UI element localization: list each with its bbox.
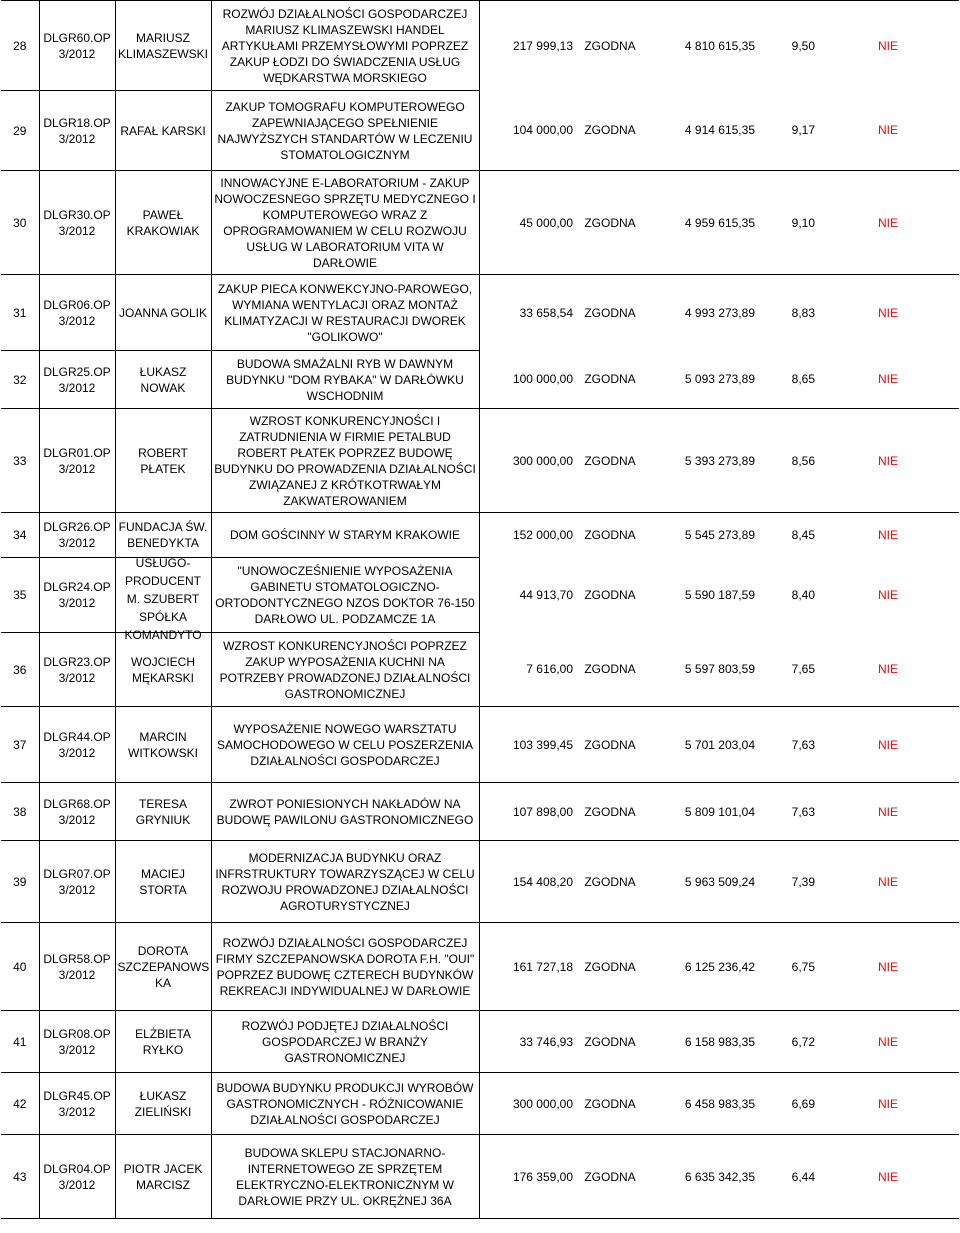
applicant-name: ŁUKASZ NOWAK bbox=[115, 351, 211, 409]
amount: 154 408,20 bbox=[479, 841, 575, 923]
applicant-name: MARCIN WITKOWSKI bbox=[115, 707, 211, 783]
application-ref: DLGR01.OP 3/2012 bbox=[39, 409, 115, 513]
row-number: 38 bbox=[1, 783, 39, 841]
cumulative-amount: 5 963 509,24 bbox=[645, 841, 757, 923]
status: ZGODNA bbox=[575, 783, 645, 841]
cumulative-amount: 6 158 983,35 bbox=[645, 1011, 757, 1073]
row-number: 37 bbox=[1, 707, 39, 783]
table-body bbox=[1, 1, 959, 1219]
project-title: BUDOWA SMAŻALNI RYB W DAWNYM BUDYNKU "DOM RYBAKA" W DARŁÓWKU WSCHODNIM bbox=[211, 351, 479, 409]
amount: 45 000,00 bbox=[479, 171, 575, 275]
application-ref: DLGR44.OP 3/2012 bbox=[39, 707, 115, 783]
application-ref: DLGR68.OP 3/2012 bbox=[39, 783, 115, 841]
points: 8,45 bbox=[791, 528, 815, 543]
table-row bbox=[1, 513, 959, 558]
points: 7,63 bbox=[757, 783, 817, 841]
applicant-name: PIOTR JACEK MARCISZ bbox=[115, 1135, 211, 1219]
table-row bbox=[1, 351, 959, 409]
amount: 33 658,54 bbox=[519, 305, 573, 320]
project-title: BUDOWA SKLEPU STACJONARNO-INTERNETOWEGO ZE SPRZĘTEM ELEKTRYCZNO-ELEKTRONICZNYM W DARŁOWIE PRZY UL. OKRĘŻNEJ 36A bbox=[211, 1135, 479, 1219]
project-title: WZROST KONKURENCYJNOŚCI I ZATRUDNIENIA W FIRMIE PETALBUD ROBERT PŁATEK POPRZEZ BUDOWĘ BUDYNKU DO PROWADZENIA DZIAŁALNOŚCI ZWIĄZANEJ Z KRÓTKOTRWAŁYM ZAKWATEROWANIEM bbox=[211, 409, 479, 513]
table-row bbox=[1, 409, 959, 513]
cumulative-amount: 4 810 615,35 bbox=[645, 1, 757, 91]
cumulative-amount: 4 914 615,35 bbox=[645, 91, 757, 171]
application-ref: DLGR23.OP 3/2012 bbox=[39, 633, 115, 707]
project-title: WZROST KONKURENCYJNOŚCI POPRZEZ ZAKUP WYPOSAŻENIA KUCHNI NA POTRZEBY PROWADZONEJ DZIAŁALNOŚCI GASTRONOMICZNEJ bbox=[211, 633, 479, 707]
application-ref: DLGR08.OP 3/2012 bbox=[39, 1011, 115, 1073]
applicant-name: RAFAŁ KARSKI bbox=[115, 91, 211, 171]
status: ZGODNA bbox=[575, 91, 645, 171]
project-title: MODERNIZACJA BUDYNKU ORAZ INFRSTRUKTURY TOWARZYSZĄCEJ W CELU ROZWOJU PROWADZONEJ DZIAŁALNOŚCI AGROTURYSTYCZNEJ bbox=[211, 841, 479, 923]
status: ZGODNA bbox=[575, 1135, 645, 1219]
cumulative-amount: 6 458 983,35 bbox=[645, 1073, 757, 1135]
row-number: 29 bbox=[1, 91, 39, 171]
cumulative-amount: 5 393 273,89 bbox=[645, 409, 757, 513]
project-title: ZWROT PONIESIONYCH NAKŁADÓW NA BUDOWĘ PAWILONU GASTRONOMICZNEGO bbox=[211, 783, 479, 841]
points: 9,10 bbox=[757, 171, 817, 275]
applicant-name: JOANNA GOLIK bbox=[115, 275, 211, 351]
application-ref: DLGR60.OP 3/2012 bbox=[39, 1, 115, 91]
applicant-name: DOROTA SZCZEPANOWS KA bbox=[115, 923, 211, 1011]
points: 8,65 bbox=[757, 351, 817, 409]
status: ZGODNA bbox=[575, 409, 645, 513]
points: 7,65 bbox=[757, 633, 817, 707]
project-title: BUDOWA BUDYNKU PRODUKCJI WYROBÓW GASTRONOMICZNYCH - RÓŻNICOWANIE DZIAŁALNOŚCI GOSPODARCZEJ bbox=[211, 1073, 479, 1135]
table-row bbox=[1, 171, 959, 275]
row-number: 39 bbox=[1, 841, 39, 923]
status: ZGODNA bbox=[584, 528, 636, 543]
row-number: 34 bbox=[1, 513, 39, 558]
flag: NIE bbox=[817, 1073, 959, 1135]
row-number: 30 bbox=[1, 171, 39, 275]
applicant-name: FUNDACJA ŚW. BENEDYKTA bbox=[115, 513, 211, 558]
amount: 103 399,45 bbox=[479, 707, 575, 783]
points: 6,72 bbox=[757, 1011, 817, 1073]
status: ZGODNA bbox=[575, 1, 645, 91]
status: ZGODNA bbox=[575, 1011, 645, 1073]
flag: NIE bbox=[817, 923, 959, 1011]
status: ZGODNA bbox=[575, 923, 645, 1011]
flag: NIE bbox=[817, 171, 959, 275]
application-ref: DLGR30.OP 3/2012 bbox=[39, 171, 115, 275]
amount: 100 000,00 bbox=[479, 351, 575, 409]
application-ref: DLGR58.OP 3/2012 bbox=[39, 923, 115, 1011]
amount: 300 000,00 bbox=[479, 409, 575, 513]
row-number: 42 bbox=[1, 1073, 39, 1135]
table-row bbox=[1, 783, 959, 841]
points: 6,75 bbox=[757, 923, 817, 1011]
flag: NIE bbox=[817, 783, 959, 841]
cumulative-amount: 5 809 101,04 bbox=[645, 783, 757, 841]
row-number: 41 bbox=[1, 1011, 39, 1073]
status: ZGODNA bbox=[575, 707, 645, 783]
application-ref: DLGR45.OP 3/2012 bbox=[39, 1073, 115, 1135]
flag: NIE bbox=[817, 1, 959, 91]
points: 7,63 bbox=[757, 707, 817, 783]
table-row bbox=[1, 707, 959, 783]
flag: NIE bbox=[877, 528, 898, 543]
applicant-name bbox=[115, 555, 211, 642]
application-ref: DLGR25.OP 3/2012 bbox=[39, 351, 115, 409]
points: 9,17 bbox=[757, 91, 817, 171]
row-number: 40 bbox=[1, 923, 39, 1011]
applicant-name: ELŻBIETA RYŁKO bbox=[115, 1011, 211, 1073]
cumulative-amount: 5 597 803,59 bbox=[645, 633, 757, 707]
flag: NIE bbox=[817, 409, 959, 513]
applicant-name: ROBERT PŁATEK bbox=[115, 409, 211, 513]
points: 9,50 bbox=[757, 1, 817, 91]
amount: 217 999,13 bbox=[479, 1, 575, 91]
amount: 44 913,70 bbox=[519, 588, 573, 602]
cumulative-amount: 4 993 273,89 bbox=[684, 305, 755, 320]
project-title: INNOWACYJNE E-LABORATORIUM - ZAKUP NOWOCZESNEGO SPRZĘTU MEDYCZNEGO I KOMPUTEROWEGO WRAZ Z OPROGRAMOWANIEM W CELU ROZWOJU USŁUG W LABORATORIUM VITA W DARŁOWIE bbox=[211, 171, 479, 275]
points: 8,56 bbox=[757, 409, 817, 513]
cumulative-amount: 5 701 203,04 bbox=[645, 707, 757, 783]
table-row bbox=[1, 1, 959, 91]
amount: 161 727,18 bbox=[479, 923, 575, 1011]
status: ZGODNA bbox=[575, 841, 645, 923]
table-row bbox=[1, 275, 959, 351]
status: ZGODNA bbox=[575, 171, 645, 275]
cumulative-amount: 5 545 273,89 bbox=[684, 528, 755, 543]
application-ref: DLGR18.OP 3/2012 bbox=[39, 91, 115, 171]
applicant-name: TERESA GRYNIUK bbox=[115, 783, 211, 841]
flag: NIE bbox=[817, 707, 959, 783]
applicant-name: ŁUKASZ ZIELIŃSKI bbox=[115, 1073, 211, 1135]
table-row bbox=[1, 1073, 959, 1135]
table-row bbox=[1, 923, 959, 1011]
application-ref: DLGR26.OP 3/2012 bbox=[39, 513, 115, 558]
flag: NIE bbox=[877, 305, 898, 320]
row-number: 36 bbox=[1, 633, 39, 707]
amount: 176 359,00 bbox=[479, 1135, 575, 1219]
points: 6,69 bbox=[757, 1073, 817, 1135]
status: ZGODNA bbox=[584, 305, 636, 320]
project-title: ZAKUP PIECA KONWEKCYJNO-PAROWEGO, WYMIANA WENTYLACJI ORAZ MONTAŻ KLIMATYZACJI W RESTAURACJI DWOREK "GOLIKOWO" bbox=[211, 275, 479, 351]
cumulative-amount: 6 125 236,42 bbox=[645, 923, 757, 1011]
status: ZGODNA bbox=[575, 351, 645, 409]
applicant-name: MACIEJ STORTA bbox=[115, 841, 211, 923]
amount: 152 000,00 bbox=[512, 528, 573, 543]
amount: 7 616,00 bbox=[479, 633, 575, 707]
status: ZGODNA bbox=[575, 633, 645, 707]
amount: 104 000,00 bbox=[479, 91, 575, 171]
application-ref: DLGR24.OP 3/2012 bbox=[39, 558, 115, 633]
cumulative-amount: 4 959 615,35 bbox=[645, 171, 757, 275]
table-row bbox=[1, 91, 959, 171]
row-number: 31 bbox=[1, 275, 39, 351]
flag: NIE bbox=[817, 841, 959, 923]
row-number: 32 bbox=[1, 351, 39, 409]
amount: 107 898,00 bbox=[479, 783, 575, 841]
flag: NIE bbox=[817, 91, 959, 171]
project-title: DOM GOŚCINNY W STARYM KRAKOWIE bbox=[211, 513, 479, 558]
row-number: 28 bbox=[1, 1, 39, 91]
table-row bbox=[1, 633, 959, 707]
flag: NIE bbox=[817, 633, 959, 707]
application-ref: DLGR07.OP 3/2012 bbox=[39, 841, 115, 923]
project-title: ROZWÓJ DZIAŁALNOŚCI GOSPODARCZEJ MARIUSZ KLIMASZEWSKI HANDEL ARTYKUŁAMI PRZEMYSŁOWYMI POPRZEZ ZAKUP ŁODZI DO ŚWIADCZENIA USŁUG WĘDKARSTWA MORSKIEGO bbox=[211, 1, 479, 91]
row-number: 35 bbox=[1, 558, 39, 633]
points: 8,40 bbox=[791, 588, 815, 602]
flag: NIE bbox=[817, 1135, 959, 1219]
table-row bbox=[1, 558, 959, 633]
row-number: 43 bbox=[1, 1135, 39, 1219]
amount: 33 746,93 bbox=[479, 1011, 575, 1073]
table-row bbox=[1, 841, 959, 923]
flag: NIE bbox=[817, 351, 959, 409]
applicant-name: MARIUSZ KLIMASZEWSKI bbox=[115, 1, 211, 91]
cumulative-amount: 5 093 273,89 bbox=[645, 351, 757, 409]
application-ref: DLGR04.OP 3/2012 bbox=[39, 1135, 115, 1219]
table-row bbox=[1, 1011, 959, 1073]
project-title: ROZWÓJ PODJĘTEJ DZIAŁALNOŚCI GOSPODARCZEJ W BRANŻY GASTRONOMICZNEJ bbox=[211, 1011, 479, 1073]
status: ZGODNA bbox=[584, 588, 636, 602]
project-title: WYPOSAŻENIE NOWEGO WARSZTATU SAMOCHODOWEGO W CELU POSZERZENIA DZIAŁALNOŚCI GOSPODARCZEJ bbox=[211, 707, 479, 783]
cumulative-amount: 5 590 187,59 bbox=[684, 588, 755, 602]
points: 8,83 bbox=[791, 305, 815, 320]
applications-table bbox=[1, 0, 959, 1219]
table-row bbox=[1, 1135, 959, 1219]
applicant-name-text: USŁUGO-PRODUCENT M. SZUBERT SPÓŁKA KOMANDYTO bbox=[124, 555, 202, 642]
application-ref: DLGR06.OP 3/2012 bbox=[39, 275, 115, 351]
project-title: "UNOWOCZEŚNIENIE WYPOSAŻENIA GABINETU STOMATOLOGICZNO-ORTODONTYCZNEGO NZOS DOKTOR 76-150 DARŁOWO UL. PODZAMCZE 1A bbox=[211, 558, 479, 633]
status: ZGODNA bbox=[575, 1073, 645, 1135]
project-title: ZAKUP TOMOGRAFU KOMPUTEROWEGO ZAPEWNIAJĄCEGO SPEŁNIENIE NAJWYŻSZYCH STANDARTÓW W LECZENIU STOMATOLOGICZNYM bbox=[211, 91, 479, 171]
row-number: 33 bbox=[1, 409, 39, 513]
amount: 300 000,00 bbox=[479, 1073, 575, 1135]
applicant-name: WOJCIECH MĘKARSKI bbox=[115, 633, 211, 707]
flag: NIE bbox=[817, 1011, 959, 1073]
applicant-name: PAWEŁ KRAKOWIAK bbox=[115, 171, 211, 275]
cumulative-amount: 6 635 342,35 bbox=[645, 1135, 757, 1219]
points: 7,39 bbox=[757, 841, 817, 923]
project-title: ROZWÓJ DZIAŁALNOŚCI GOSPODARCZEJ FIRMY SZCZEPANOWSKA DOROTA F.H. "OUI" POPRZEZ BUDOWĘ CZTERECH BUDYNKÓW REKREACJI INDYWIDUALNEJ W DARŁOWIE bbox=[211, 923, 479, 1011]
flag: NIE bbox=[877, 588, 898, 602]
points: 6,44 bbox=[757, 1135, 817, 1219]
